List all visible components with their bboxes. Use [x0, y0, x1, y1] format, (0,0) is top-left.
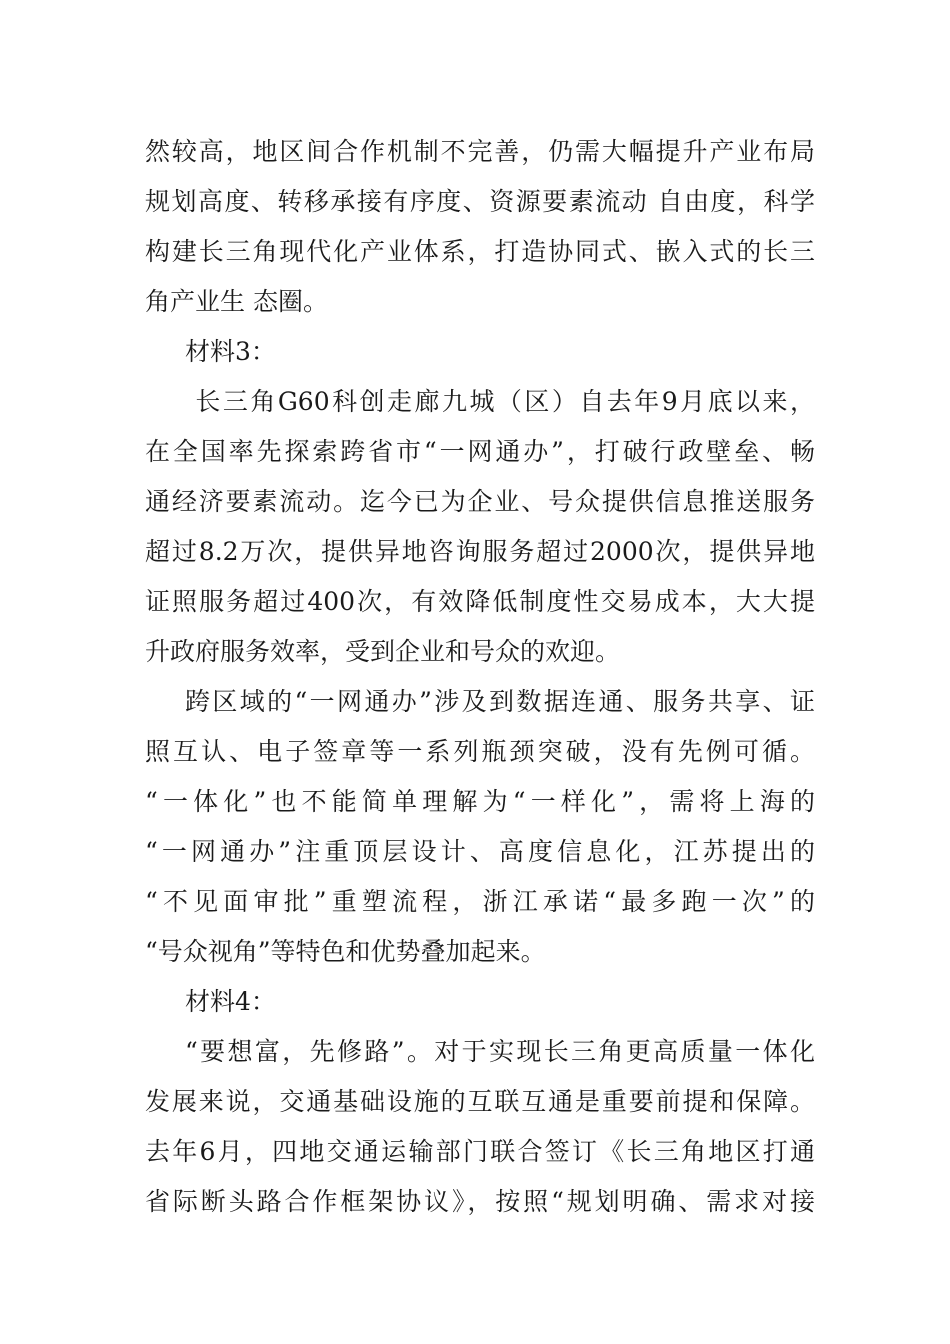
document-body: [145, 127, 815, 1227]
text-line: 在全国率先探索跨省市“一网通办”，打破行政壁垒、畅: [145, 437, 815, 466]
text-line: 省际断头路合作框架协议》，按照“规划明确、需求对接: [145, 1187, 815, 1216]
text-line: 证照服务超过400次，有效降低制度性交易成本，大大提: [145, 587, 815, 616]
text-line: 通经济要素流动。迄今已为企业、号众提供信息推送服务: [145, 487, 815, 516]
section-heading: 材料4：: [185, 987, 276, 1016]
text-line: 然较高，地区间合作机制不完善，仍需大幅提升产业布局: [145, 137, 815, 166]
text-line: 升政府服务效率，受到企业和号众的欢迎。: [145, 637, 621, 666]
text-line: 发展来说，交通基础设施的互联互通是重要前提和保障。: [145, 1087, 815, 1116]
text-line: “一体化”也不能简单理解为“一样化”，需将上海的: [145, 787, 815, 816]
text-line: “一网通办”注重顶层设计、高度信息化，江苏提出的: [145, 837, 815, 866]
text-line: 跨区域的“一网通办”涉及到数据连通、服务共享、证: [185, 687, 815, 716]
text-line: 超过8.2万次，提供异地咨询服务超过2000次，提供异地: [145, 537, 815, 566]
text-line: 角产业生 态圈。: [145, 287, 328, 316]
text-line: “不见面审批”重塑流程，浙江承诺“最多跑一次”的: [145, 887, 815, 916]
text-line: 构建长三角现代化产业体系，打造协同式、嵌入式的长三: [145, 237, 815, 266]
text-line: 照互认、电子签章等一系列瓶颈突破，没有先例可循。: [145, 737, 815, 766]
text-line: 去年6月，四地交通运输部门联合签订《长三角地区打通: [145, 1137, 815, 1166]
text-line: “号众视角”等特色和优势叠加起来。: [145, 937, 546, 966]
text-line: 长三角G60科创走廊九城（区）自去年9月底以来，: [185, 387, 815, 416]
text-line: 规划高度、转移承接有序度、资源要素流动 自由度，科学: [145, 187, 815, 216]
text-line: “要想富，先修路”。对于实现长三角更高质量一体化: [185, 1037, 815, 1066]
section-heading: 材料3：: [185, 337, 276, 366]
